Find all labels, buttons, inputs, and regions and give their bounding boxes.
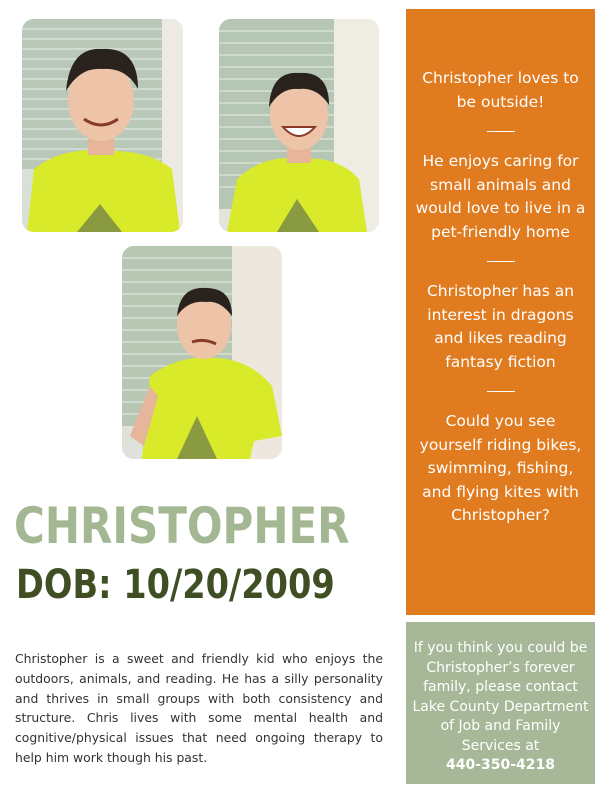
separator-line [487,391,515,392]
date-of-birth: DOB: 10/20/2009 [16,562,335,608]
photo-laughing-image [219,19,379,232]
child-name: CHRISTOPHER [14,497,350,555]
contact-phone[interactable]: 440-350-4218 [445,757,556,773]
contact-panel [406,622,595,784]
photo-silly-face [122,246,282,459]
photo-smiling-image [22,19,183,232]
highlight-outdoors: Christopher loves to be outside! [422,69,579,111]
bio-paragraph: Christopher is a sweet and friendly kid who enjoys the outdoors, animals, and reading. He has a silly personality and thrives in small groups with both consistency and structure. Chris lives with some mental health and cognitive/physical issues that need ongoing therapy to help him work though his past. [15,651,383,765]
highlights-panel [406,9,595,615]
separator-line [487,261,515,262]
highlight-animals: He enjoys caring for small animals and would love to live in a pet-friendly home [415,152,586,241]
separator-line [487,131,515,132]
photo-silly-face-image [122,246,282,459]
highlight-activities: Could you see yourself riding bikes, swimming, fishing, and flying kites with Christopher? [419,412,582,524]
photo-smiling [22,19,183,232]
photo-laughing [219,19,379,232]
highlight-dragons: Christopher has an interest in dragons and likes reading fantasy fiction [426,282,575,371]
contact-text: If you think you could be Christopher’s forever family, please contact Lake County Department of Job and Family Services at [412,640,589,754]
